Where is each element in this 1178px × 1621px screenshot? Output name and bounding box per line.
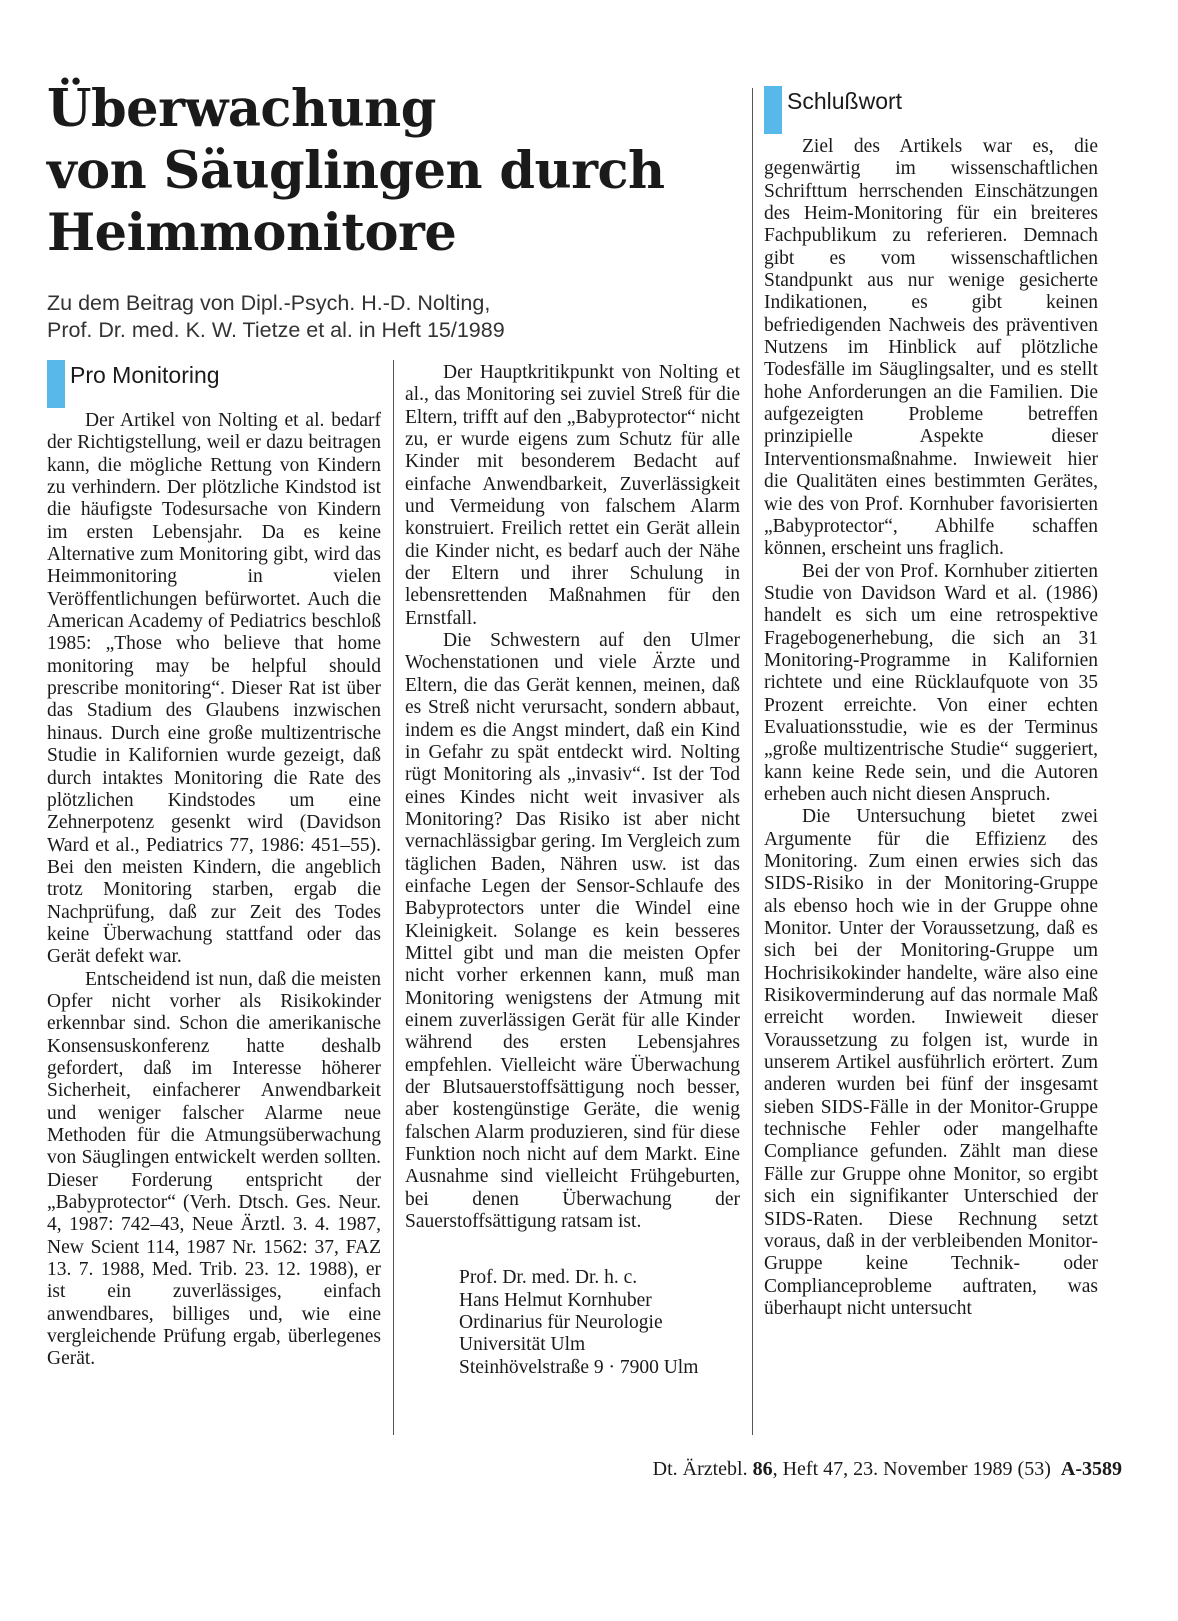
signature-line: Prof. Dr. med. Dr. h. c. [459,1267,638,1289]
paragraph: Entscheidend ist nun, daß die meisten Opfer nicht vorher als Risikokinder erkennbar sind. Schon die amerikanische Konsensuskonferenz hatte deshalb gefordert, daß im Interesse höherer Sicherheit, einfacherer Anwendbarkeit und weniger falscher Alarme neue Methoden für die Atmungsüberwachung von Säuglingen entwickelt werden sollten. Dieser Forderung entspricht der „Babyprotector“ (Verh. Dtsch. Ges. Neur. 4, 1987: 742–43, Neue Ärztl. 3. 4. 1987, New Scient 114, 1987 Nr. 1562: 37, FAZ 13. 7. 1988, Med. Trib. 23. 12. 1988), er ist ein zuverlässiges, einfach anwendbares, billiges und, wie eine vergleichende Prüfung ergab, überlegenes Gerät. [47,968,381,1370]
signature-line: Steinhövelstraße 9 · 7900 Ulm [459,1356,699,1378]
paragraph [47,410,381,969]
column-divider [752,88,753,1435]
article-title [47,78,747,264]
column-3 [764,88,1098,1320]
column-2 [405,362,740,1379]
section-heading-schlusswort [764,88,1098,134]
paragraph: Die Schwestern auf den Ulmer Wochenstationen und viele Ärzte und Eltern, die das Gerät kennen, meinen, daß es Streß nicht verursacht, sondern abbaut, indem es die Angst mindert, daß ein Kind in Gefahr zu spät entdeckt wird. Nolting rügt Monitoring als „invasiv“. Ist der Tod eines Kindes nicht weit invasiver als Monitoring? Das Risiko ist aber nicht vernachlässigbar gering. Im Vergleich zum täglichen Baden, Nähren usw. ist das einfache Legen der Sensor-Schlaufe des Babyprotectors unter die Windel eine Kleinigkeit. Solange es kein besseres Mittel gibt und man die meisten Opfer nicht vorher erkennen kann, muß man Monitoring wenigstens der Atmung mit einem zuverlässigen Gerät für alle Kinder während des ersten Lebensjahres empfehlen. Vielleicht wäre Überwachung der Blutsauerstoffsättigung noch besser, aber kostengünstige Geräte, die wenig falschen Alarm produzieren, sind für diese Funktion noch nicht auf dem Markt. Eine Ausnahme sind vielleicht Frühgeburten, bei denen Überwachung der Sauerstoffsättigung ratsam ist. [405,630,740,1233]
journal-issue: , Heft 47, 23. November 1989 (53) [772,1458,1051,1480]
paragraph: Die Untersuchung bietet zwei Argumente für die Effizienz des Monitoring. Zum einen erwies sich das SIDS-Risiko in der Monitoring-Gruppe als ebenso hoch wie in der Gruppe ohne Monitor. Unter der Voraussetzung, daß es sich bei der Monitoring-Gruppe um Hochrisikokinder handelte, wäre also eine Risikoverminderung auf das normale Maß erreicht worden. Inwieweit dieser Voraussetzung zu folgen ist, wurde in unserem Artikel ausführlich erörtert. Zum anderen wurden bei fünf der insgesamt sieben SIDS-Fälle in der Monitor-Gruppe technische Fehler oder mangelhafte Compliance gefunden. Zählt man diese Fälle zur Gruppe ohne Monitor, so ergibt sich ein signifikanter Unterschied der SIDS-Raten. Diese Rechnung setzt voraus, daß in der verbleibenden Monitor-Gruppe keine Technik- oder Complianceprobleme auftraten, was überhaupt nicht untersucht [764,806,1098,1319]
section-heading-text: Pro Monitoring [70,362,220,388]
page-footer [653,1458,1122,1481]
page-number: A-3589 [1060,1458,1122,1480]
title-line: von Säuglingen durch [47,141,665,201]
column-1 [47,362,381,1371]
signature-line: Hans Helmut Kornhuber [459,1289,652,1311]
author-signature [405,1267,740,1379]
article-subtitle [47,290,747,344]
paragraph [764,136,1098,561]
column-divider [393,360,394,1435]
journal-name: Dt. Ärztebl. [652,1458,748,1480]
paragraph: Bei der von Prof. Kornhuber zitierten Studie von Davidson Ward et al. (1986) handelt es sich um eine retrospektive Fragebogenerhebung, die sich an 31 Monitoring-Programme in Kalifornien richtete und eine Rücklaufquote von 35 Prozent erreichte. Von einer echten Evaluationsstudie, wie es der Terminus „große multizentrische Studie“ suggeriert, kann keine Rede sein, und die Autoren erheben auch nicht diesen Anspruch. [764,560,1098,805]
signature-line: Ordinarius für Neurologie [459,1312,663,1334]
journal-volume: 86 [752,1458,773,1480]
subtitle-line: Prof. Dr. med. K. W. Tietze et al. in Heft 15/1989 [47,318,505,342]
paragraph-text: Ziel des Artikels war es, die gegenwärtig im wissenschaftlichen Schrifttum herrschenden Einschätzungen des Heim-Monitoring für ein breiteres Fachpublikum zu referieren. Demnach gibt es vom wissenschaftlichen Standpunkt aus nur wenige gesicherte Indikationen, es gibt keinen befriedigenden Nachweis des präventiven Nutzens im Hinblick auf plötzliche Todesfälle im Säuglingsalter, und es stellt hohe Anforderungen an die Familien. Die aufgezeigten Probleme betreffen prinzipielle Aspekte dieser Interventionsmaßnahme. Inwieweit hier die Qualitäten eines bestimmten Gerätes, wie des von Prof. Kornhuber favorisierten „Babyprotector“, Abhilfe schaffen können, erscheint uns fraglich. [764,136,1098,560]
title-line: Überwachung [47,79,436,139]
subtitle-line: Zu dem Beitrag von Dipl.-Psych. H.-D. Nolting, [47,291,491,315]
signature-line: Universität Ulm [459,1334,586,1356]
paragraph: Der Hauptkritikpunkt von Nolting et al., das Monitoring sei zuviel Streß für die Eltern, trifft auf den „Babyprotector“ nicht zu, er wurde eigens zum Schutz für alle Kinder mit besonderem Bedacht auf einfache Anwendbarkeit, Zuverlässigkeit und Vermeidung von falschem Alarm konstruiert. Freilich rettet ein Gerät allein die Kinder nicht, es bedarf auch der Nähe der Eltern und ihrer Schulung in lebensrettenden Maßnahmen für den Ernstfall. [405,362,740,629]
section-heading-text: Schlußwort [787,88,903,114]
section-heading-pro-monitoring [47,362,381,408]
title-line: Heimmonitore [47,203,457,263]
heading-marker-bar [47,360,65,408]
paragraph-text: Der Artikel von Nolting et al. bedarf der Richtigstellung, weil er dazu beitragen kann, die mögliche Rettung von Kindern zu verhindern. Der plötzliche Kindstod ist die häufigste Todesursache von Kindern im ersten Lebensjahr. Da es keine Alternative zum Monitoring gibt, wird das Heimmonitoring in vielen Veröffentlichungen befürwortet. Auch die American Academy of Pediatrics beschloß 1985: „Those who believe that home monitoring may be helpful should prescribe monitoring“. Dieser Rat ist über das Stadium des Glaubens inzwischen hinaus. Durch eine große multizentrische Studie in Kalifornien wurde gezeigt, daß durch intaktes Monitoring die Rate des plötzlichen Kindstodes um eine Zehnerpotenz gesenkt wird (Davidson Ward et al., Pediatrics 77, 1986: 451–55). Bei den meisten Kindern, die angeblich trotz Monitoring starben, ergab die Nachprüfung, daß zur Zeit des Todes keine Überwachung stattfand oder das Gerät defekt war. [47,410,381,968]
heading-marker-bar [764,86,782,134]
